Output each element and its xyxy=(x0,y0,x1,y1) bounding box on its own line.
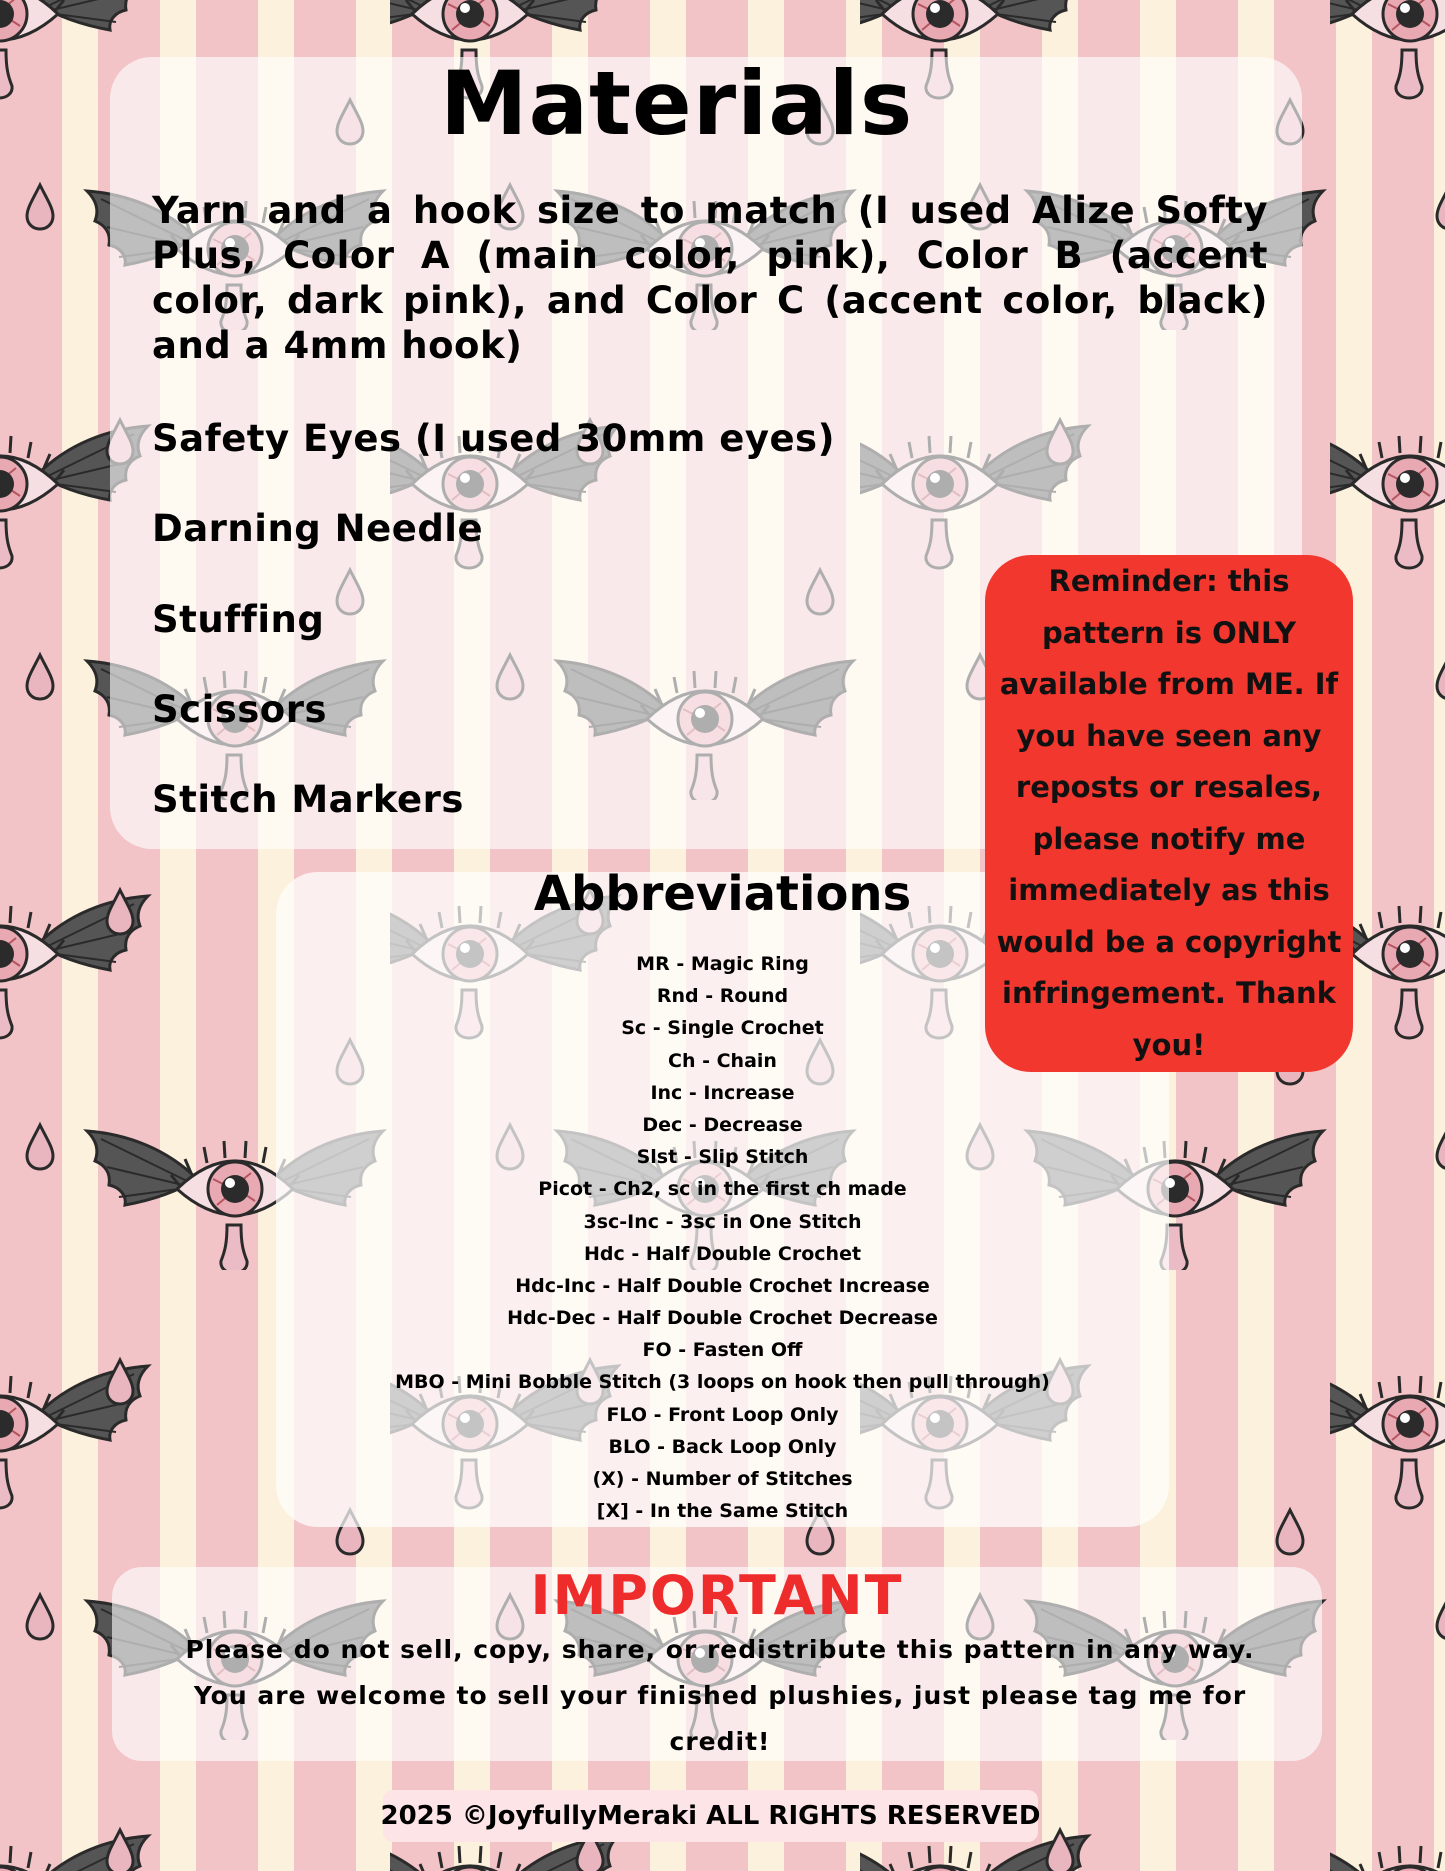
abbreviation-item: MBO - Mini Bobble Stitch (3 loops on hook then pull through) xyxy=(395,1371,1050,1394)
abbreviation-item: Ch - Chain xyxy=(668,1049,777,1072)
abbreviation-item: MR - Magic Ring xyxy=(636,953,809,975)
materials-item: Stuffing xyxy=(152,598,325,641)
abbreviation-item: Rnd - Round xyxy=(656,985,789,1008)
materials-item: Stitch Markers xyxy=(152,778,464,821)
abbreviation-item: FO - Fasten Off xyxy=(642,1339,803,1362)
important-title: IMPORTANT xyxy=(530,1564,904,1627)
reminder-box xyxy=(985,555,1353,1072)
abbreviation-item: BLO - Back Loop Only xyxy=(608,1435,837,1458)
abbreviation-item: Hdc - Half Double Crochet xyxy=(583,1242,862,1265)
abbreviations-title: Abbreviations xyxy=(533,866,912,922)
abbreviation-item: Hdc-Dec - Half Double Crochet Decrease xyxy=(507,1307,938,1330)
materials-item: Darning Needle xyxy=(152,507,484,550)
materials-yarn-text: Yarn and a hook size to match (I used Alize Softy Plus, Color A (main color, pink), Color B (accent color, dark pink), and Color C (accent color, black) and a 4mm hook) xyxy=(152,189,1268,367)
abbreviation-item: FLO - Front Loop Only xyxy=(606,1403,839,1426)
reminder-text: Reminder: this pattern is ONLY available from ME. If you have seen any reposts or resales, please notify me immediately as this would be a copyright infringement. Thank you! xyxy=(996,564,1342,1062)
abbreviation-item: Sc - Single Crochet xyxy=(621,1017,824,1040)
copyright-footer: 2025 ©JoyfullyMeraki ALL RIGHTS RESERVED xyxy=(383,1790,1038,1842)
abbreviation-item: Dec - Decrease xyxy=(642,1113,803,1136)
abbreviation-item: [X] - In the Same Stitch xyxy=(596,1500,849,1523)
abbreviation-item: (X) - Number of Stitches xyxy=(592,1468,853,1490)
abbreviation-item: Inc - Increase xyxy=(650,1081,795,1104)
materials-item: Scissors xyxy=(152,688,327,731)
materials-item: Safety Eyes (I used 30mm eyes) xyxy=(152,417,835,460)
abbreviation-item: 3sc-Inc - 3sc in One Stitch xyxy=(583,1210,862,1233)
abbreviation-item: Hdc-Inc - Half Double Crochet Increase xyxy=(515,1274,930,1297)
abbreviation-item: Picot - Ch2, sc in the first ch made xyxy=(538,1178,907,1201)
important-text: Please do not sell, copy, share, or redistribute this pattern in any way. You are welcome to sell your finished plushies, just please tag me for credit! xyxy=(185,1635,1255,1756)
materials-title: Materials xyxy=(440,52,914,155)
abbreviation-item: Slst - Slip Stitch xyxy=(636,1146,809,1169)
